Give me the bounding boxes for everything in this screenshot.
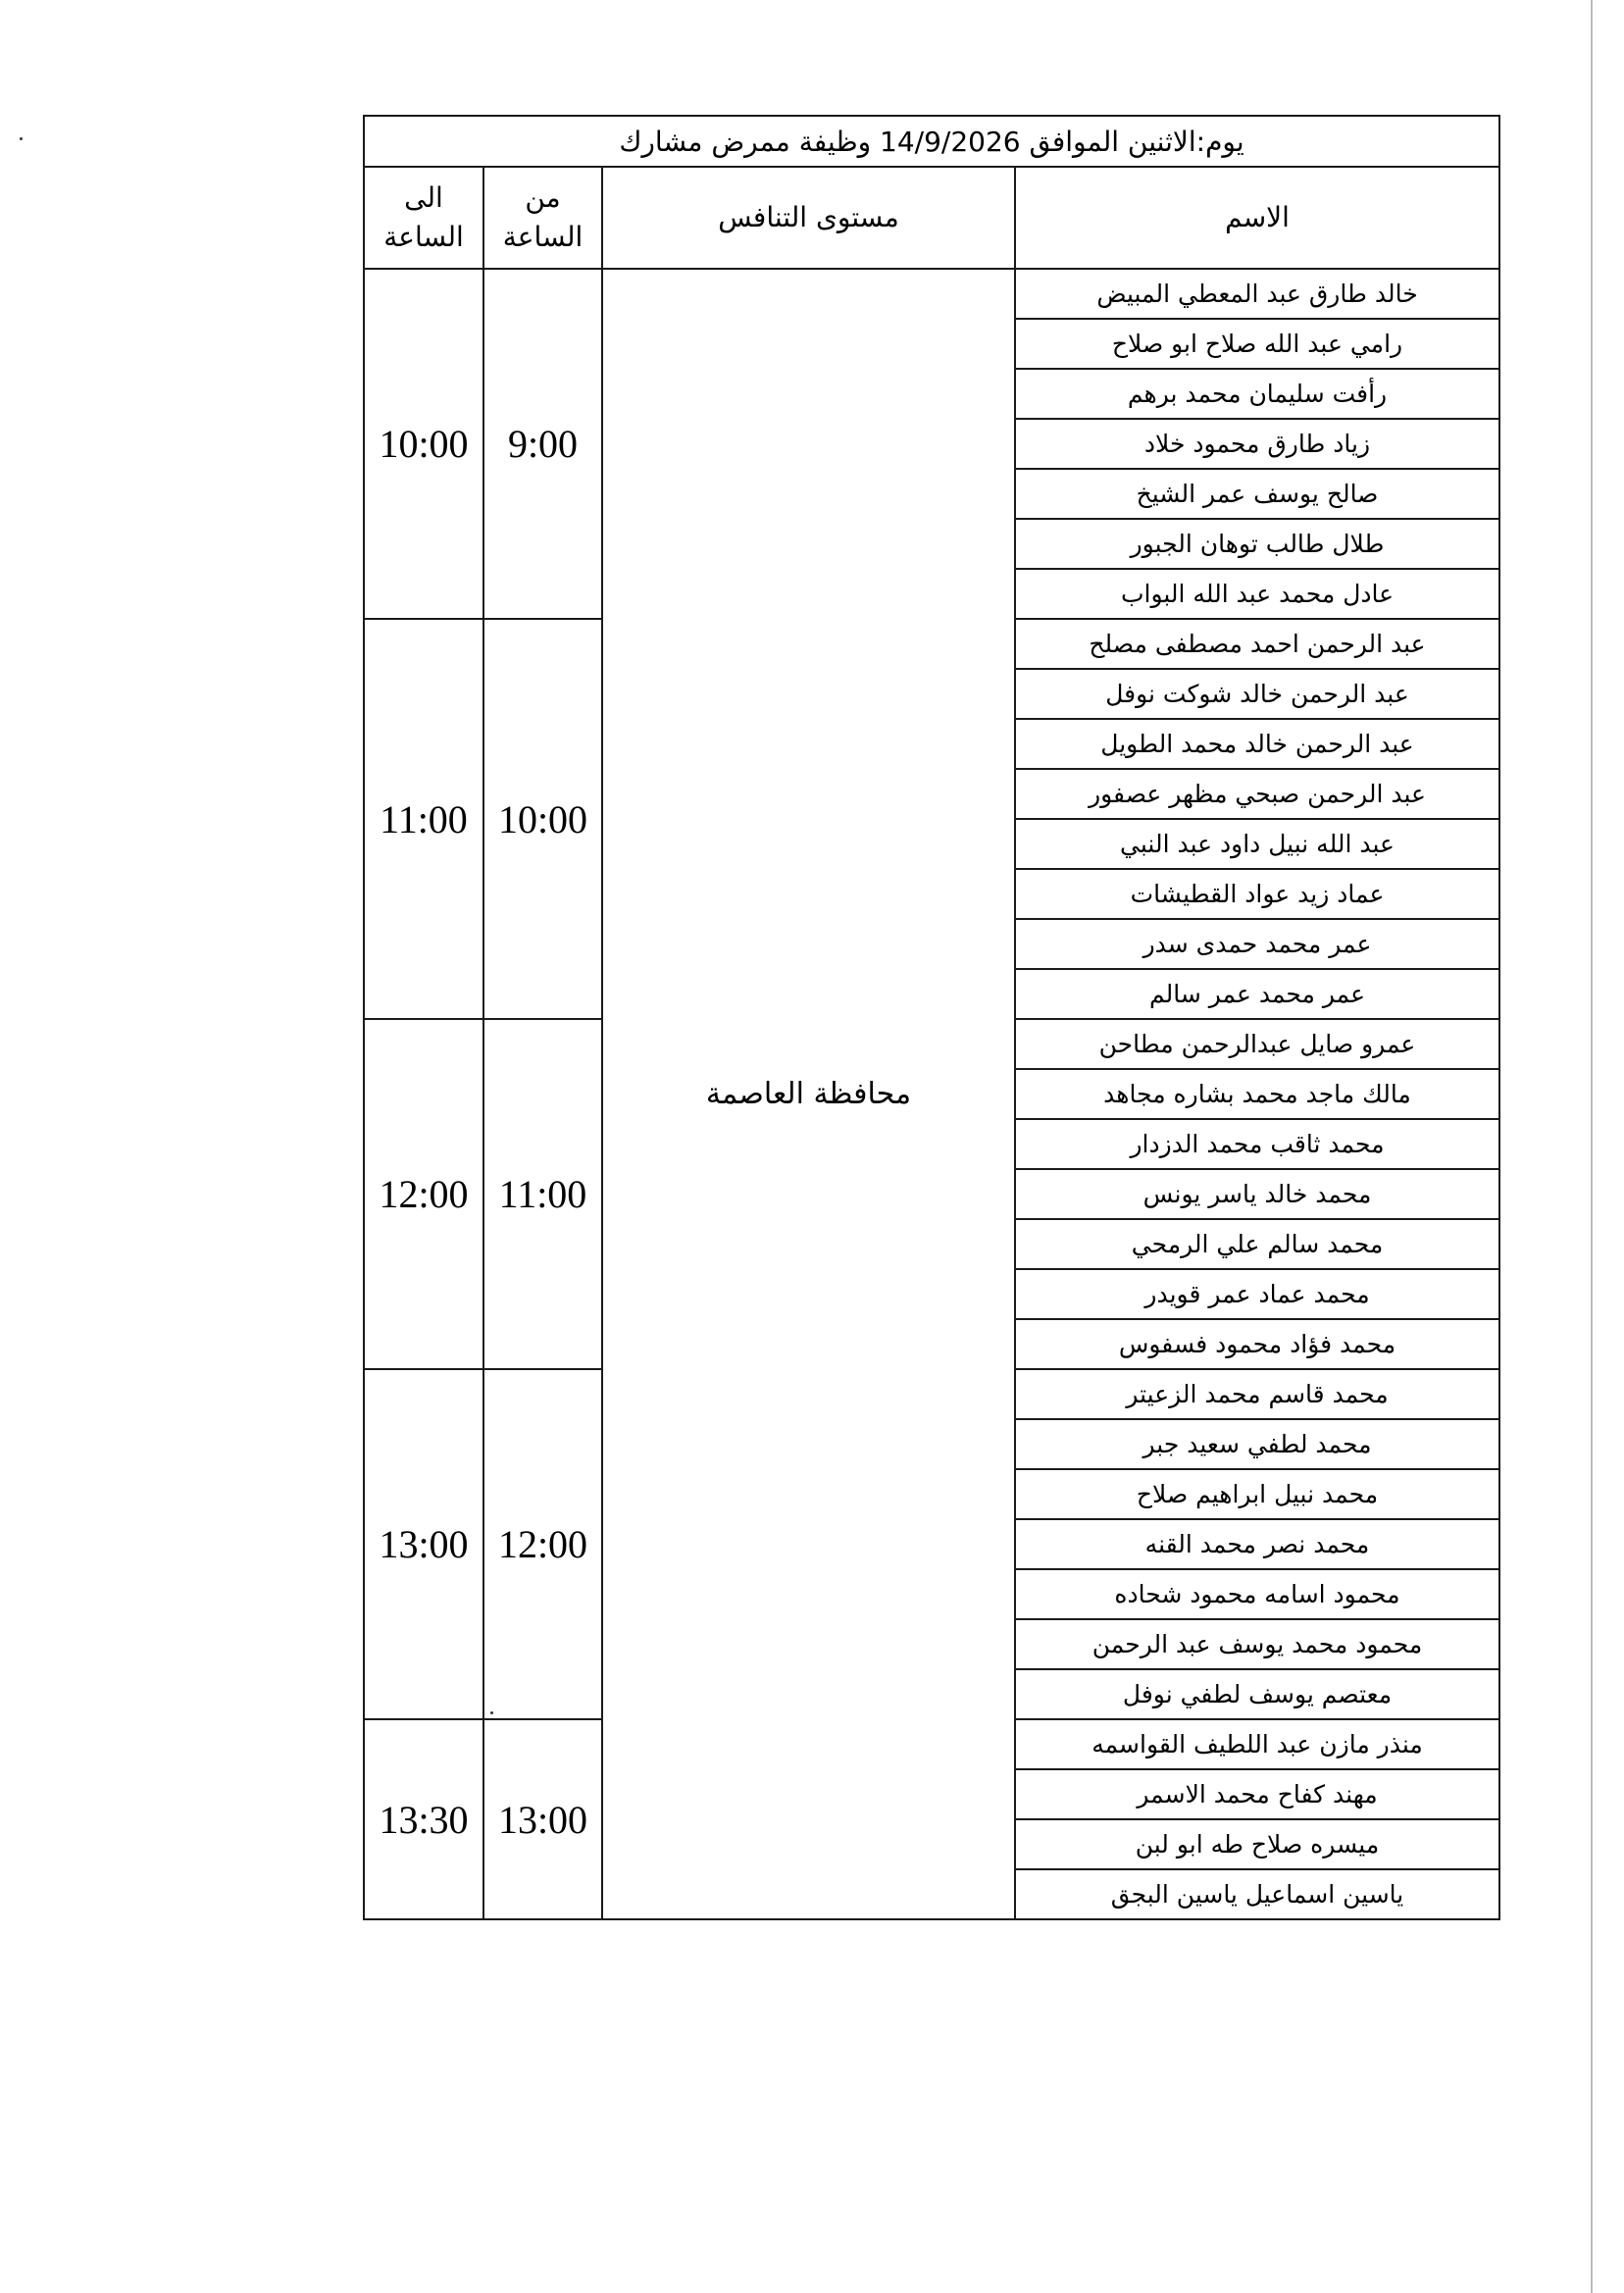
- participant-name: ميسره صلاح طه ابو لبن: [1015, 1819, 1499, 1869]
- participant-name: محمد لطفي سعيد جبر: [1015, 1419, 1499, 1469]
- page-title: يوم:الاثنين الموافق 14/9/2026 وظيفة ممرض مشارك: [364, 116, 1499, 167]
- slot-to-time: 10:00: [364, 269, 483, 619]
- title-row: [364, 116, 1499, 167]
- participant-name: خالد طارق عبد المعطي المبيض: [1015, 269, 1499, 319]
- participant-name: محمد عماد عمر قويدر: [1015, 1269, 1499, 1319]
- participant-name: محمود محمد يوسف عبد الرحمن: [1015, 1619, 1499, 1669]
- slot-to-time: 11:00: [364, 619, 483, 1019]
- participant-name: عبد الرحمن احمد مصطفى مصلح: [1015, 619, 1499, 669]
- participant-name: عادل محمد عبد الله البواب: [1015, 569, 1499, 619]
- participant-name: محمد نبيل ابراهيم صلاح: [1015, 1469, 1499, 1519]
- header-row: [364, 167, 1499, 269]
- slot-to-time: 13:30: [364, 1719, 483, 1919]
- slot-from-time: 13:00: [483, 1719, 602, 1919]
- participant-name: محمود اسامه محمود شحاده: [1015, 1569, 1499, 1619]
- participant-name: معتصم يوسف لطفي نوفل: [1015, 1669, 1499, 1719]
- header-to: [364, 167, 483, 269]
- participant-name: صالح يوسف عمر الشيخ: [1015, 469, 1499, 519]
- slot-to-time: 12:00: [364, 1019, 483, 1369]
- participant-name: عبد الرحمن خالد محمد الطويل: [1015, 719, 1499, 769]
- participant-name: رأفت سليمان محمد برهم: [1015, 369, 1499, 419]
- header-from-line2: الساعة: [502, 221, 584, 253]
- header-name: الاسم: [1015, 167, 1499, 269]
- participant-name: عبد الرحمن صبحي مظهر عصفور: [1015, 769, 1499, 819]
- slot-from-time: 10:00: [483, 619, 602, 1019]
- scan-speck: [20, 137, 23, 140]
- scan-edge-line: [1591, 0, 1593, 2293]
- competition-level: محافظة العاصمة: [602, 269, 1015, 1919]
- participant-name: محمد خالد ياسر يونس: [1015, 1169, 1499, 1219]
- participant-name: طلال طالب توهان الجبور: [1015, 519, 1499, 569]
- participant-name: مالك ماجد محمد بشاره مجاهد: [1015, 1069, 1499, 1119]
- slot-to-time: 13:00: [364, 1369, 483, 1719]
- participant-name: محمد فؤاد محمود فسفوس: [1015, 1319, 1499, 1369]
- schedule-table: [363, 115, 1500, 1920]
- participant-name: عبد الله نبيل داود عبد النبي: [1015, 819, 1499, 869]
- participant-name: محمد نصر محمد القنه: [1015, 1519, 1499, 1569]
- header-from: [483, 167, 602, 269]
- participant-name: عماد زيد عواد القطيشات: [1015, 869, 1499, 919]
- participant-name: محمد قاسم محمد الزعيتر: [1015, 1369, 1499, 1419]
- participant-name: زياد طارق محمود خلاد: [1015, 419, 1499, 469]
- header-to-line2: الساعة: [383, 221, 464, 253]
- header-to-line1: الى: [404, 181, 443, 214]
- slot-from-time: 12:00: [483, 1369, 602, 1719]
- slot-from-time: 9:00: [483, 269, 602, 619]
- participant-name: عمرو صايل عبدالرحمن مطاحن: [1015, 1019, 1499, 1069]
- participant-name: عبد الرحمن خالد شوكت نوفل: [1015, 669, 1499, 719]
- participant-name: ياسين اسماعيل ياسين البجق: [1015, 1869, 1499, 1919]
- table-row: [364, 269, 1499, 319]
- header-from-line1: من: [525, 181, 561, 214]
- participant-name: محمد ثاقب محمد الدزدار: [1015, 1119, 1499, 1169]
- participant-name: مهند كفاح محمد الاسمر: [1015, 1769, 1499, 1819]
- participant-name: رامي عبد الله صلاح ابو صلاح: [1015, 319, 1499, 369]
- header-level: مستوى التنافس: [602, 167, 1015, 269]
- participant-name: منذر مازن عبد اللطيف القواسمه: [1015, 1719, 1499, 1769]
- participant-name: محمد سالم علي الرمحي: [1015, 1219, 1499, 1269]
- participant-name: عمر محمد حمدى سدر: [1015, 919, 1499, 969]
- participant-name: عمر محمد عمر سالم: [1015, 969, 1499, 1019]
- slot-from-time: 11:00: [483, 1019, 602, 1369]
